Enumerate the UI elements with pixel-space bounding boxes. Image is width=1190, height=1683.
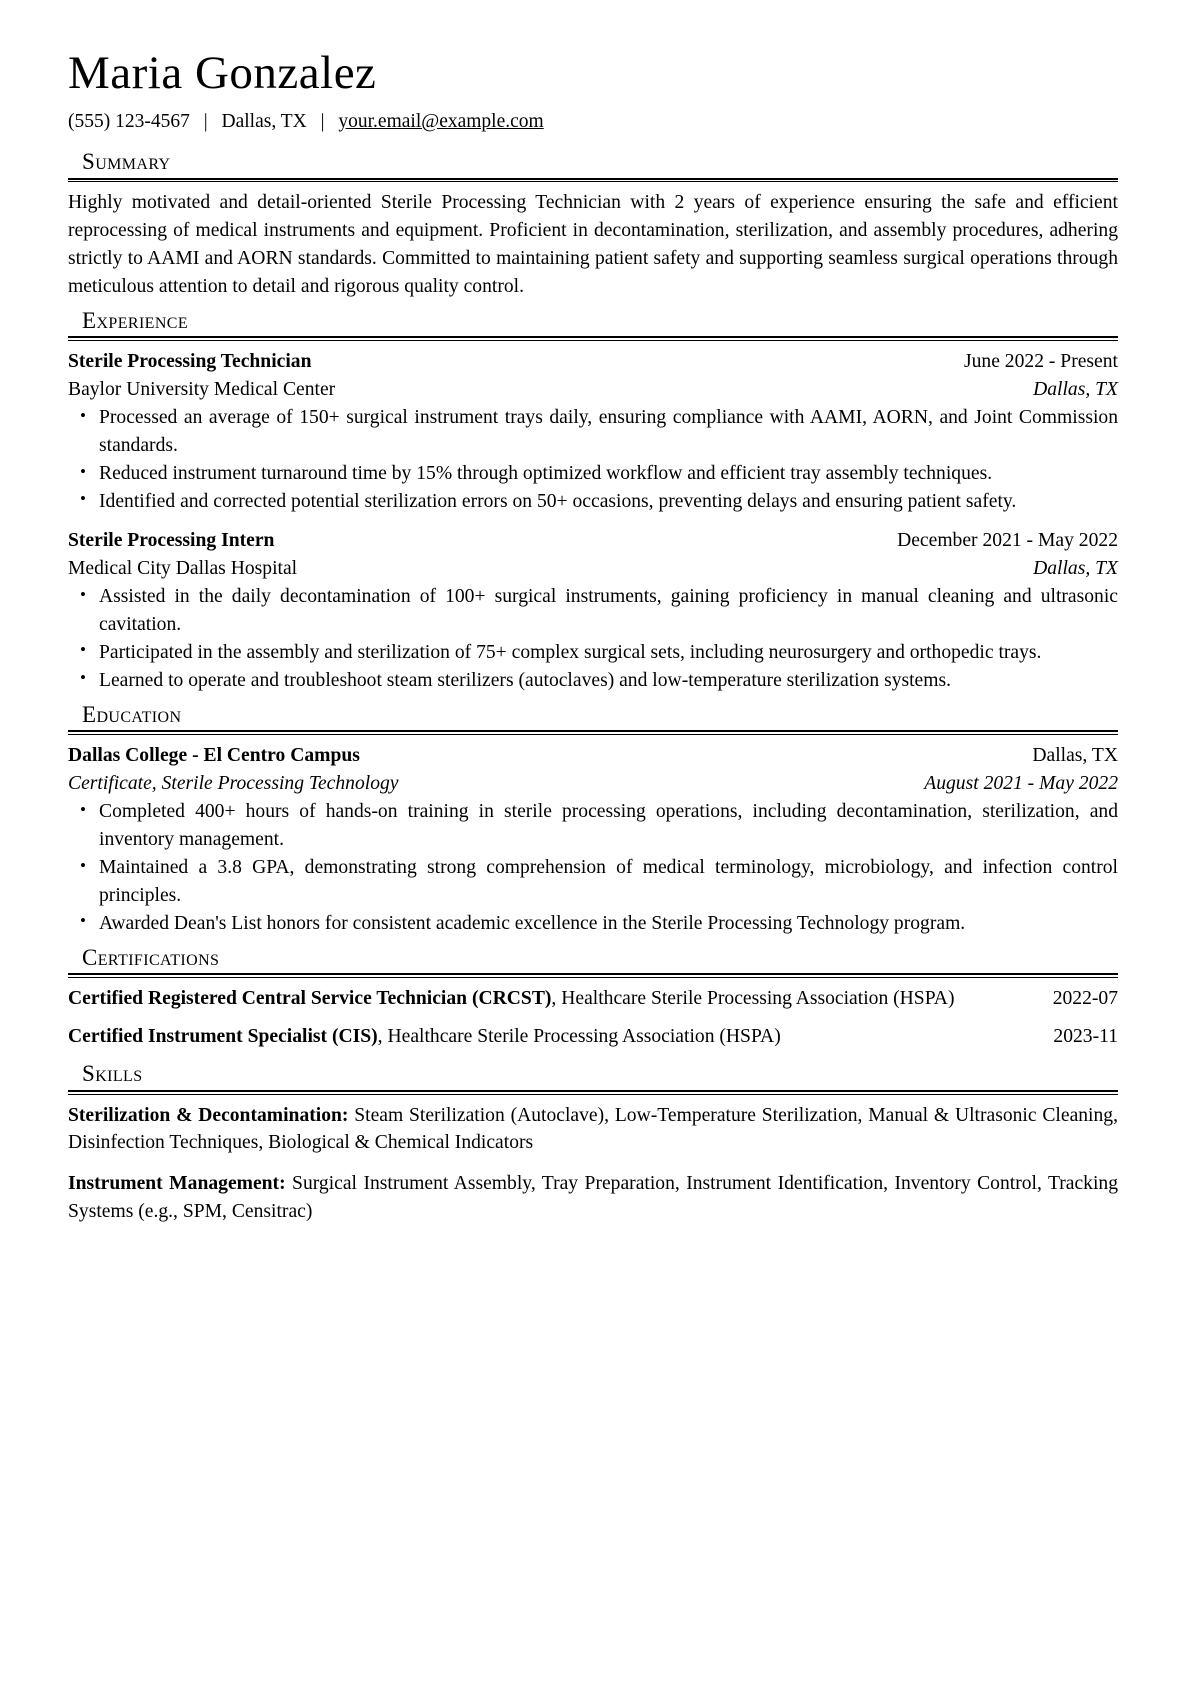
job-organization: Medical City Dallas Hospital (68, 557, 298, 579)
job-location: Dallas, TX (1033, 557, 1118, 579)
school-location: Dallas, TX (1032, 744, 1118, 766)
certification-name: Certified Instrument Specialist (CIS) (68, 1025, 378, 1047)
email-link[interactable]: your.email@example.com (338, 110, 544, 132)
skill-items: Steam Sterilization (Autoclave), Low-Temperature Sterilization, Manual & Ultrasonic Cleaning, Disinfection Techniques, Biological & Chemical Indicators (68, 1104, 1118, 1154)
experience-title-row (68, 527, 1118, 555)
school-name: Dallas College - El Centro Campus (68, 744, 360, 766)
experience-org-row (68, 555, 1118, 583)
certification-name: Certified Registered Central Service Technician (CRCST) (68, 987, 552, 1009)
skill-group (68, 1170, 1118, 1226)
section-heading-education: Education (82, 701, 182, 727)
experience-entry (68, 348, 1118, 516)
list-item: • Awarded Dean's List honors for consistent academic excellence in the Sterile Processing Technology program. (68, 910, 1118, 938)
skill-items: Surgical Instrument Assembly, Tray Preparation, Instrument Identification, Inventory Control, Tracking Systems (e.g., SPM, Censitrac) (68, 1173, 1118, 1223)
list-item: • Maintained a 3.8 GPA, demonstrating strong comprehension of medical terminology, microbiology, and infection control principles. (68, 854, 1118, 910)
summary-text: Highly motivated and detail-oriented Sterile Processing Technician with 2 years of experience ensuring the safe and efficient reprocessing of medical instruments and equipment. Proficient in decontamination, sterilization, and assembly procedures, adhering strictly to AAMI and AORN standards. Committed to maintaining patient safety and supporting seamless surgical operations through meticulous attention to detail and rigorous quality control. (68, 192, 1118, 297)
list-item: • Completed 400+ hours of hands-on training in sterile processing operations, including decontamination, sterilization, and inventory management. (68, 798, 1118, 854)
candidate-name: Maria Gonzalez (68, 47, 377, 99)
certification-date: 2022-07 (1052, 987, 1118, 1009)
section-rule-skills (68, 1090, 1118, 1095)
contact-separator-2: | (320, 110, 325, 132)
section-heading-summary: Summary (82, 149, 171, 175)
experience-org-row (68, 376, 1118, 404)
phone-number: (555) 123-4567 (68, 110, 190, 132)
skill-category: Sterilization & Decontamination: (68, 1104, 349, 1126)
section-certifications (68, 944, 1118, 1051)
experience-entry (68, 527, 1118, 695)
experience-bullets (68, 583, 1118, 694)
section-heading-skills: Skills (82, 1061, 143, 1087)
job-location: Dallas, TX (1033, 378, 1118, 400)
section-rule-experience (68, 336, 1118, 341)
experience-bullets (68, 404, 1118, 515)
degree-name: Certificate, Sterile Processing Technology (68, 772, 399, 794)
job-organization: Baylor University Medical Center (68, 378, 336, 400)
certification-entry (68, 985, 1118, 1013)
list-item: • Participated in the assembly and sterilization of 75+ complex surgical sets, including neurosurgery and orthopedic trays. (68, 639, 1118, 667)
certification-issuer: , Healthcare Sterile Processing Association (HSPA) (377, 1025, 781, 1047)
section-skills (68, 1060, 1118, 1226)
contact-separator-1: | (203, 110, 208, 132)
section-education (68, 701, 1118, 938)
list-item: • Learned to operate and troubleshoot steam sterilizers (autoclaves) and low-temperature sterilization systems. (68, 667, 1118, 695)
job-dates: December 2021 - May 2022 (897, 529, 1118, 551)
education-dates: August 2021 - May 2022 (924, 772, 1118, 794)
education-degree-row (68, 770, 1118, 798)
section-heading-certifications: Certifications (82, 944, 220, 970)
list-item: • Reduced instrument turnaround time by 15% through optimized workflow and efficient tray assembly techniques. (68, 460, 1118, 488)
certification-date: 2023-11 (1053, 1025, 1118, 1047)
section-experience (68, 307, 1118, 695)
job-title: Sterile Processing Intern (68, 529, 275, 551)
skill-category: Instrument Management: (68, 1173, 286, 1195)
job-dates: June 2022 - Present (963, 350, 1118, 372)
section-rule-summary (68, 178, 1118, 183)
section-summary (68, 148, 1118, 301)
education-bullets (68, 798, 1118, 937)
section-rule-education (68, 730, 1118, 735)
education-school-row (68, 742, 1118, 770)
resume-header (68, 48, 1118, 134)
section-rule-certifications (68, 973, 1118, 978)
list-item: • Processed an average of 150+ surgical instrument trays daily, ensuring compliance with AAMI, AORN, and Joint Commission standards. (68, 404, 1118, 460)
list-item: • Assisted in the daily decontamination of 100+ surgical instruments, gaining proficiency in manual cleaning and ultrasonic cavitation. (68, 583, 1118, 639)
location-text: Dallas, TX (221, 110, 307, 132)
certification-entry (68, 1023, 1118, 1051)
section-heading-experience: Experience (82, 307, 189, 333)
list-item: • Identified and corrected potential sterilization errors on 50+ occasions, preventing delays and ensuring patient safety. (68, 488, 1118, 516)
job-title: Sterile Processing Technician (68, 350, 312, 372)
skill-group (68, 1102, 1118, 1158)
contact-line (68, 109, 1118, 134)
education-entry (68, 742, 1118, 938)
certification-issuer: , Healthcare Sterile Processing Association (HSPA) (551, 987, 955, 1009)
experience-title-row (68, 348, 1118, 376)
